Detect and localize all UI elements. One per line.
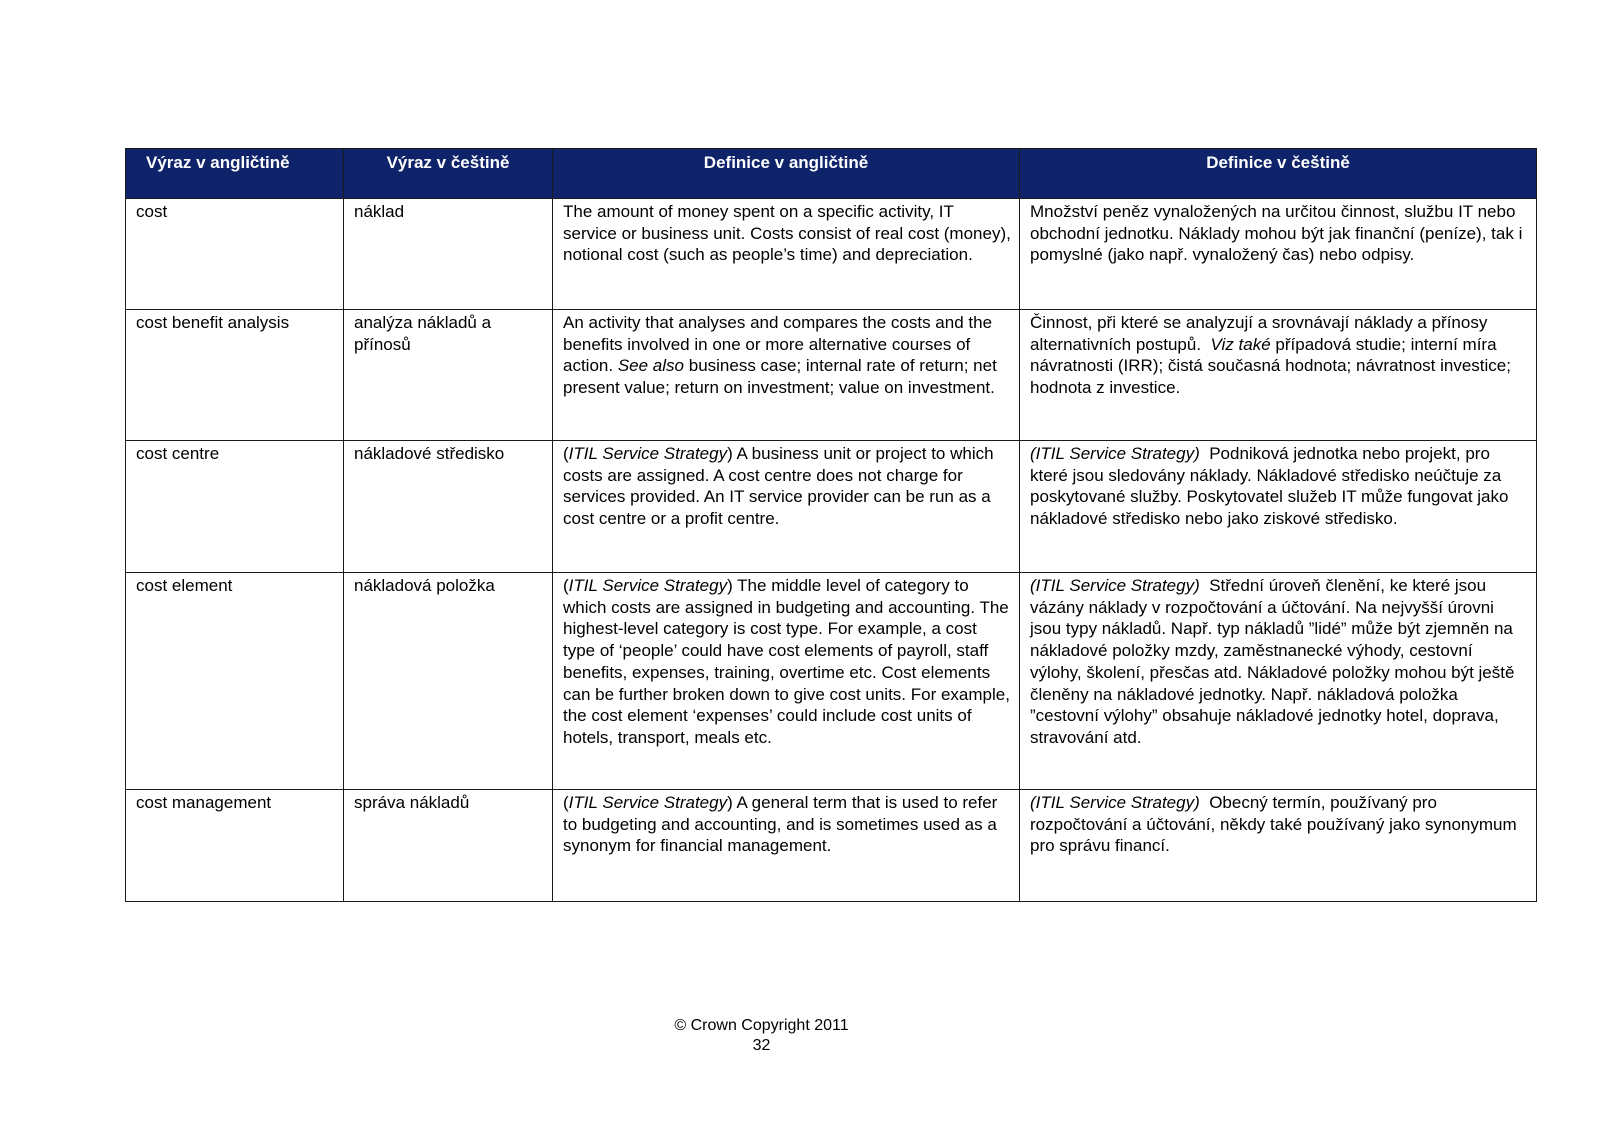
glossary-table [125,148,1537,902]
publication-tag: (ITIL Service Strategy) [1030,793,1200,812]
publication-tag: (ITIL Service Strategy) [1030,576,1200,595]
cross-references: business case; internal rate of return; net present value; return on investment; value on investment. [563,356,997,398]
paren-open: ( [563,444,569,463]
czech-term: nákladová položka [344,573,553,790]
czech-definition [1020,310,1537,441]
cross-references: případová studie; interní míra návratnosti (IRR); čistá současná hodnota; návratnost investice; hodnota z investice. [1030,334,1511,398]
czech-term: analýza nákladů a přínosů [344,310,553,441]
table-row [126,310,1537,441]
english-term: cost centre [126,441,344,573]
table-row [126,790,1537,902]
publication-tag: ITIL Service Strategy [568,576,728,595]
definition-text: ) A business unit or project to which costs are assigned. A cost centre does not charge for services provided. An IT service provider can be run as a cost centre or a profit centre. [563,444,994,529]
paren-open: ( [563,576,569,595]
header-english-term: Výraz v angličtině [126,149,344,199]
czech-term: nákladové středisko [344,441,553,573]
english-definition [553,441,1020,573]
english-term: cost management [126,790,344,902]
czech-definition: Množství peněz vynaložených na určitou činnost, službu IT nebo obchodní jednotku. Náklady mohou být jak finanční (peníze), tak i pomyslné (jako např. vynaložený čas) nebo odpisy. [1020,199,1537,310]
publication-tag: ITIL Service Strategy [568,793,728,812]
english-definition [553,790,1020,902]
english-term: cost element [126,573,344,790]
table-row [126,573,1537,790]
english-term: cost [126,199,344,310]
definition-text: Činnost, při které se analyzují a srovnávají náklady a přínosy alternativních postupů. [1030,313,1488,354]
see-also-label: See also [617,356,684,376]
paren-open: ( [563,793,569,812]
header-czech-term: Výraz v češtině [344,149,553,199]
english-definition [553,310,1020,441]
czech-term: správa nákladů [344,790,553,902]
definition-text: ) A general term that is used to refer to budgeting and accounting, and is sometimes used as a synonym for financial management. [563,793,998,856]
czech-definition [1020,790,1537,902]
definition-text: Obecný termín, používaný pro rozpočtování a účtování, někdy také používaný jako synonymum pro správu financí. [1030,793,1517,856]
czech-definition [1020,441,1537,573]
header-row [126,149,1537,199]
publication-tag: ITIL Service Strategy [568,444,728,463]
english-definition [553,573,1020,790]
see-also-label: Viz také [1210,334,1271,354]
czech-definition [1020,573,1537,790]
english-term: cost benefit analysis [126,310,344,441]
copyright-notice: © Crown Copyright 2011 [674,1017,849,1034]
english-definition: The amount of money spent on a specific activity, IT service or business unit. Costs consist of real cost (money), notional cost (such as people’s time) and depreciation. [553,199,1020,310]
czech-term: náklad [344,199,553,310]
definition-text: ) The middle level of category to which costs are assigned in budgeting and accounting. The highest-level category is cost type. For example, a cost type of ‘people’ could have cost elements of payroll, staff benefits, expenses, training, overtime etc. Cost elements can be further broken down to give cost units. For example, the cost element ‘expenses’ could include cost units of hotels, transport, meals etc. [563,576,1010,747]
definition-text: An activity that analyses and compares the costs and the benefits involved in one or more alternative courses of action. [563,313,993,376]
header-czech-definition: Definice v češtině [1020,149,1537,199]
publication-tag: (ITIL Service Strategy) [1030,444,1200,463]
header-english-definition: Definice v angličtině [553,149,1020,199]
definition-text: Podniková jednotka nebo projekt, pro které jsou sledovány náklady. Nákladové středisko neúčtuje za poskytované služby. Poskytovatel služeb IT může fungovat jako nákladové středisko nebo jako ziskové středisko. [1030,444,1509,529]
table-row [126,199,1537,310]
table-row [126,441,1537,573]
page-number: 32 [752,1037,771,1054]
definition-text: Střední úroveň členění, ke které jsou vázány náklady v rozpočtování a účtování. Na nejvyšší úrovni jsou typy nákladů. Např. typ nákladů ”lidé” může být zjemněn na nákladové položky mzdy, zaměstnanecké výhody, cestovní výlohy, školení, přesčas atd. Nákladové položky mohou být ještě členěny na nákladové jednotky. Např. nákladová položka ”cestovní výlohy” obsahuje nákladové jednotky hotel, doprava, stravování atd. [1030,576,1515,747]
